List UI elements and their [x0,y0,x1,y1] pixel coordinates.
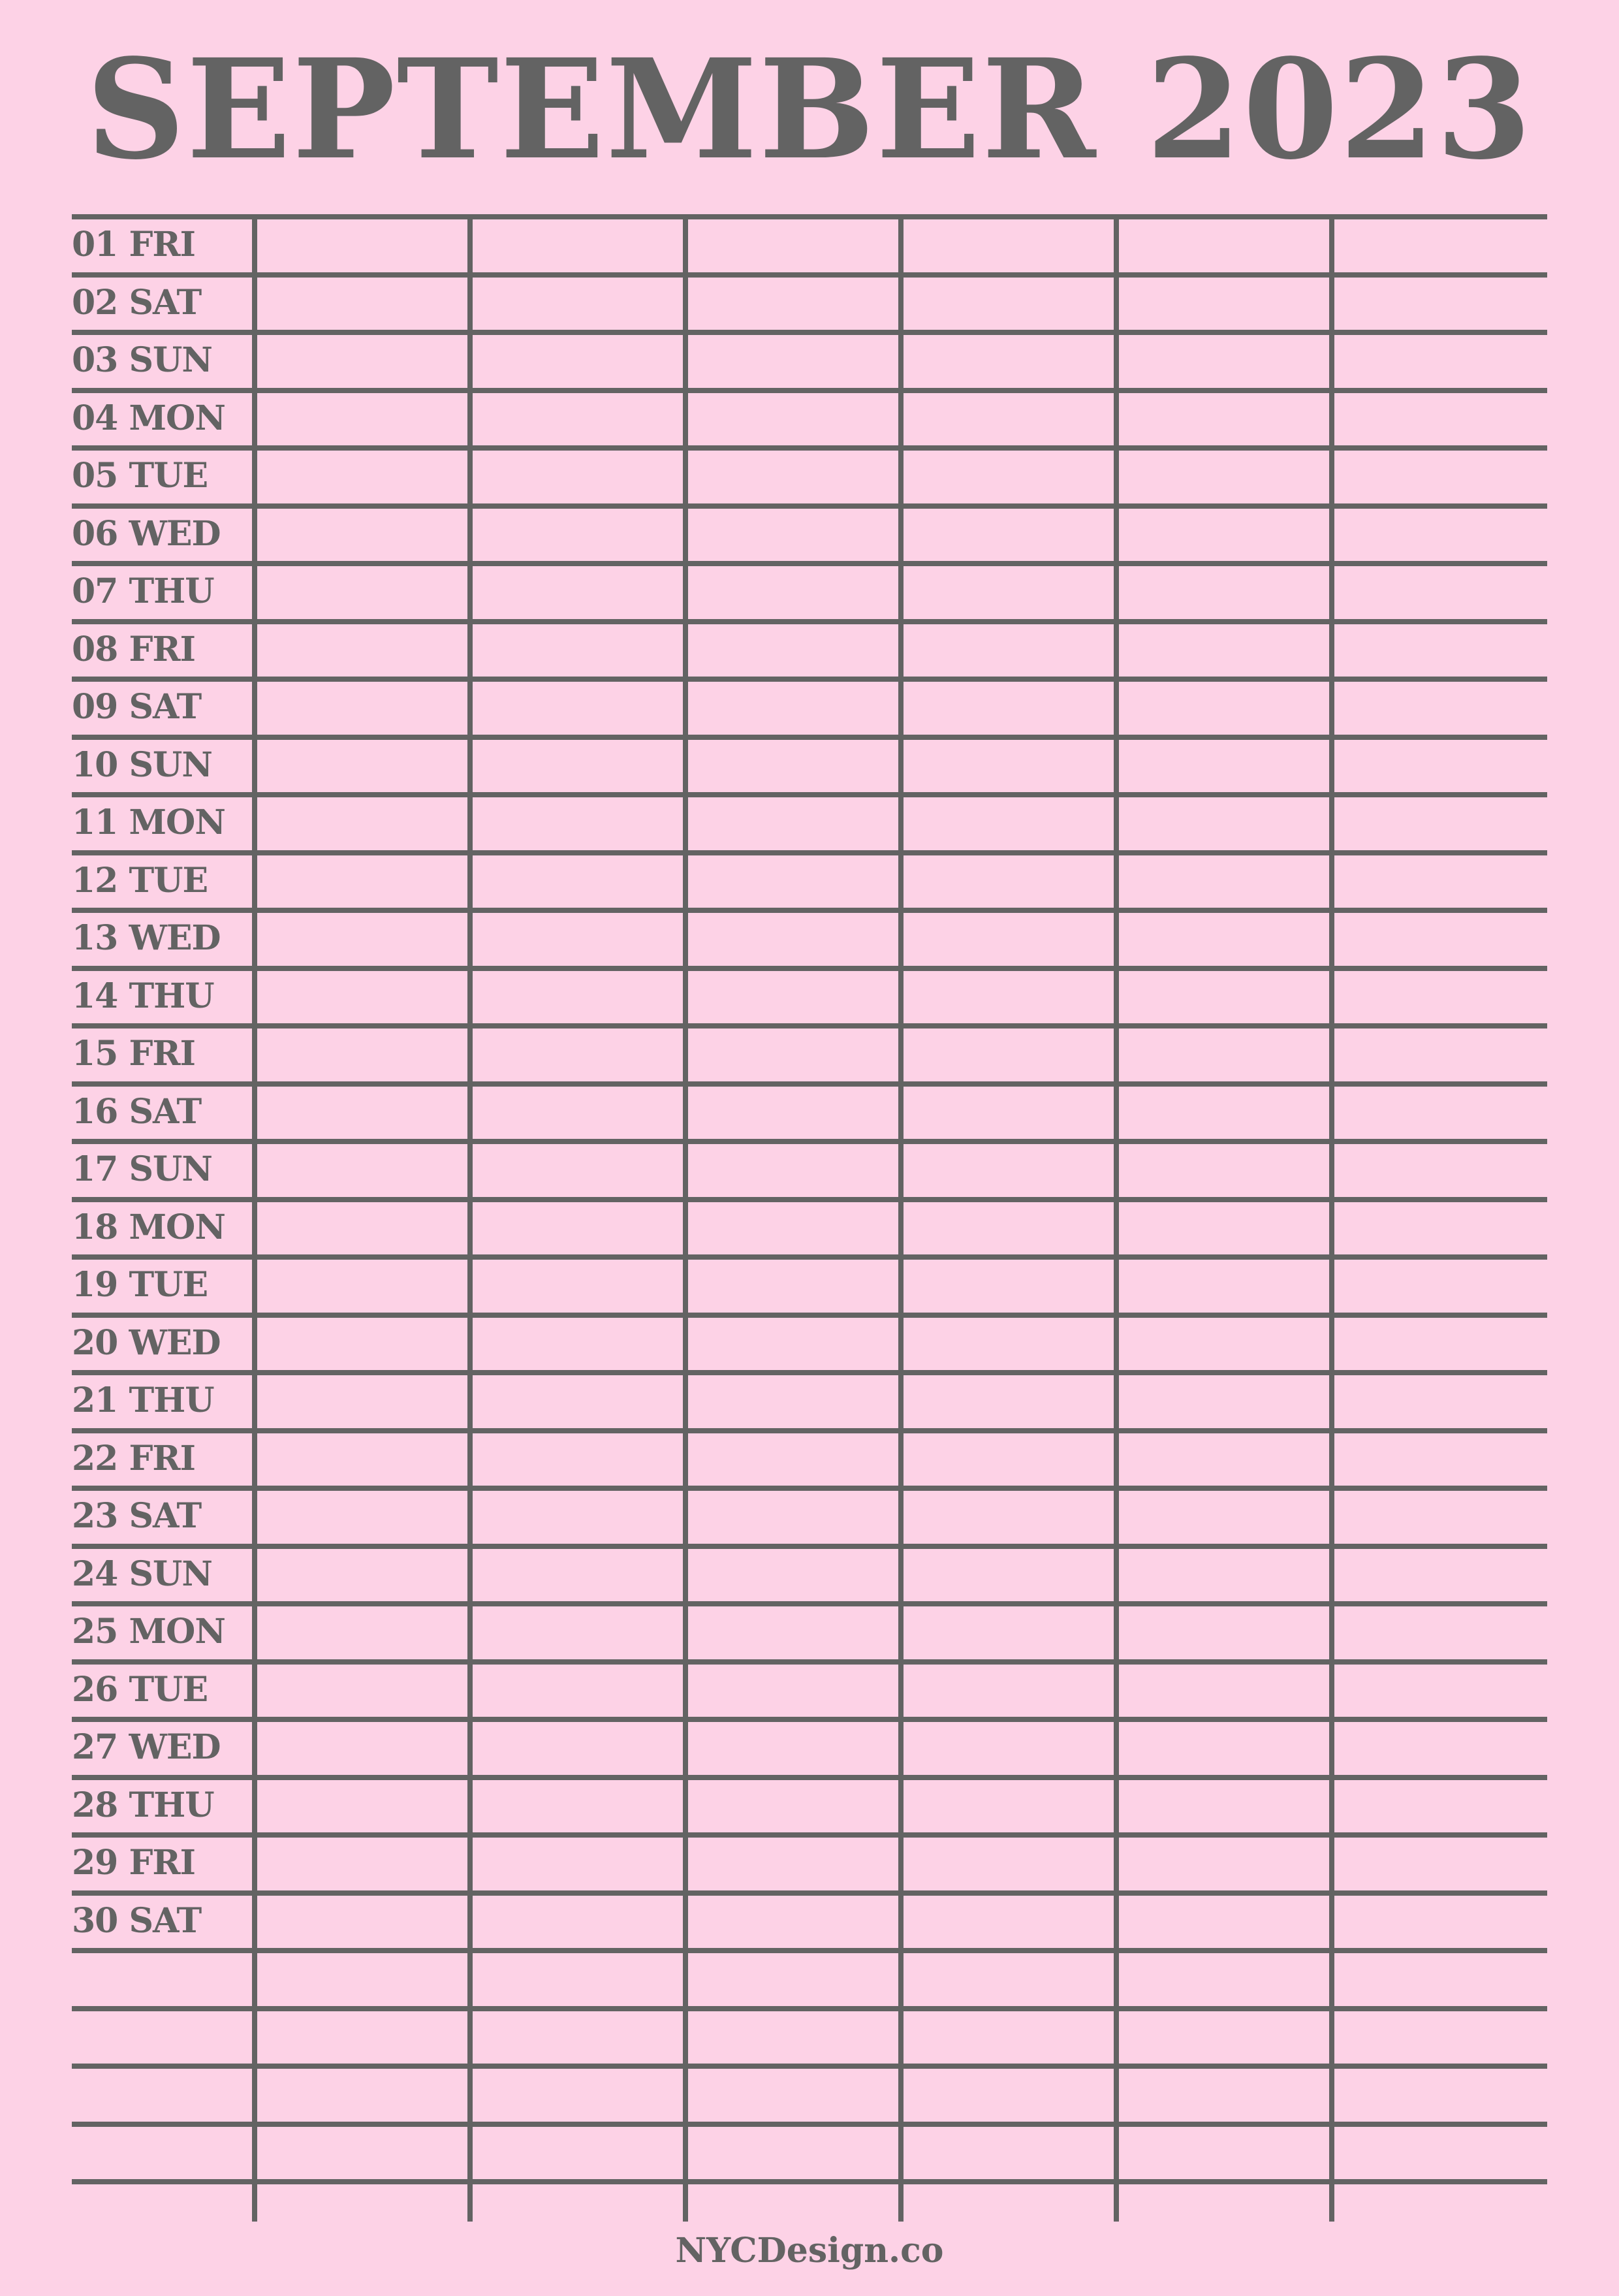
day-label: 16 SAT [72,1092,202,1132]
row-divider [72,619,1547,624]
day-label: 08 FRI [72,630,195,669]
row-divider [72,1313,1547,1318]
day-label: 20 WED [72,1323,221,1363]
row-divider [72,1544,1547,1549]
day-label: 17 SUN [72,1149,212,1189]
day-label: 11 MON [72,803,225,842]
row-divider [72,1370,1547,1375]
column-divider [467,217,473,2222]
row-divider [72,2006,1547,2011]
footer-brand: NYCDesign.co [675,2231,944,2271]
day-label: 30 SAT [72,1901,202,1941]
day-label: 15 FRI [72,1034,195,1074]
day-label: 03 SUN [72,340,212,380]
row-divider [72,677,1547,682]
row-divider [72,2179,1547,2184]
page-title: SEPTEMBER 2023 [86,29,1533,190]
row-divider [72,1139,1547,1144]
day-label: 05 TUE [72,456,208,496]
day-label: 06 WED [72,514,221,554]
column-divider [252,217,257,2222]
row-divider [72,388,1547,393]
day-label: 10 SUN [72,745,212,785]
row-divider [72,1948,1547,1953]
row-divider [72,1428,1547,1433]
day-label: 22 FRI [72,1439,195,1478]
row-divider [72,445,1547,451]
column-divider [1114,217,1119,2222]
day-label: 01 FRI [72,225,195,264]
row-divider [72,908,1547,913]
row-divider [72,503,1547,509]
day-label: 26 TUE [72,1670,208,1710]
row-divider [72,2122,1547,2127]
day-label: 04 MON [72,398,225,438]
row-divider [72,1717,1547,1722]
day-label: 09 SAT [72,687,202,727]
row-divider [72,1890,1547,1896]
day-label: 28 THU [72,1785,214,1825]
day-label: 18 MON [72,1207,225,1247]
row-divider [72,1023,1547,1028]
row-divider [72,1254,1547,1260]
column-divider [898,217,904,2222]
day-label: 24 SUN [72,1554,212,1594]
day-label: 29 FRI [72,1843,195,1883]
row-divider [72,735,1547,740]
row-divider [72,966,1547,971]
row-divider [72,1601,1547,1606]
day-label: 07 THU [72,571,214,611]
row-divider [72,1832,1547,1838]
row-divider [72,850,1547,855]
row-divider [72,330,1547,335]
day-label: 12 TUE [72,861,208,901]
row-divider [72,1775,1547,1780]
day-label: 27 WED [72,1727,221,1767]
day-label: 25 MON [72,1612,225,1651]
day-label: 23 SAT [72,1496,202,1536]
row-divider [72,561,1547,566]
row-divider [72,1081,1547,1087]
day-label: 21 THU [72,1380,214,1420]
row-divider [72,1659,1547,1665]
row-divider [72,214,1547,219]
column-divider [683,217,688,2222]
column-divider [1329,217,1334,2222]
row-divider [72,1197,1547,1202]
day-label: 02 SAT [72,283,202,323]
row-divider [72,272,1547,278]
day-label: 14 THU [72,976,214,1016]
row-divider [72,792,1547,797]
row-divider [72,1486,1547,1491]
row-divider [72,2064,1547,2069]
day-label: 13 WED [72,918,221,958]
day-label: 19 TUE [72,1265,208,1305]
